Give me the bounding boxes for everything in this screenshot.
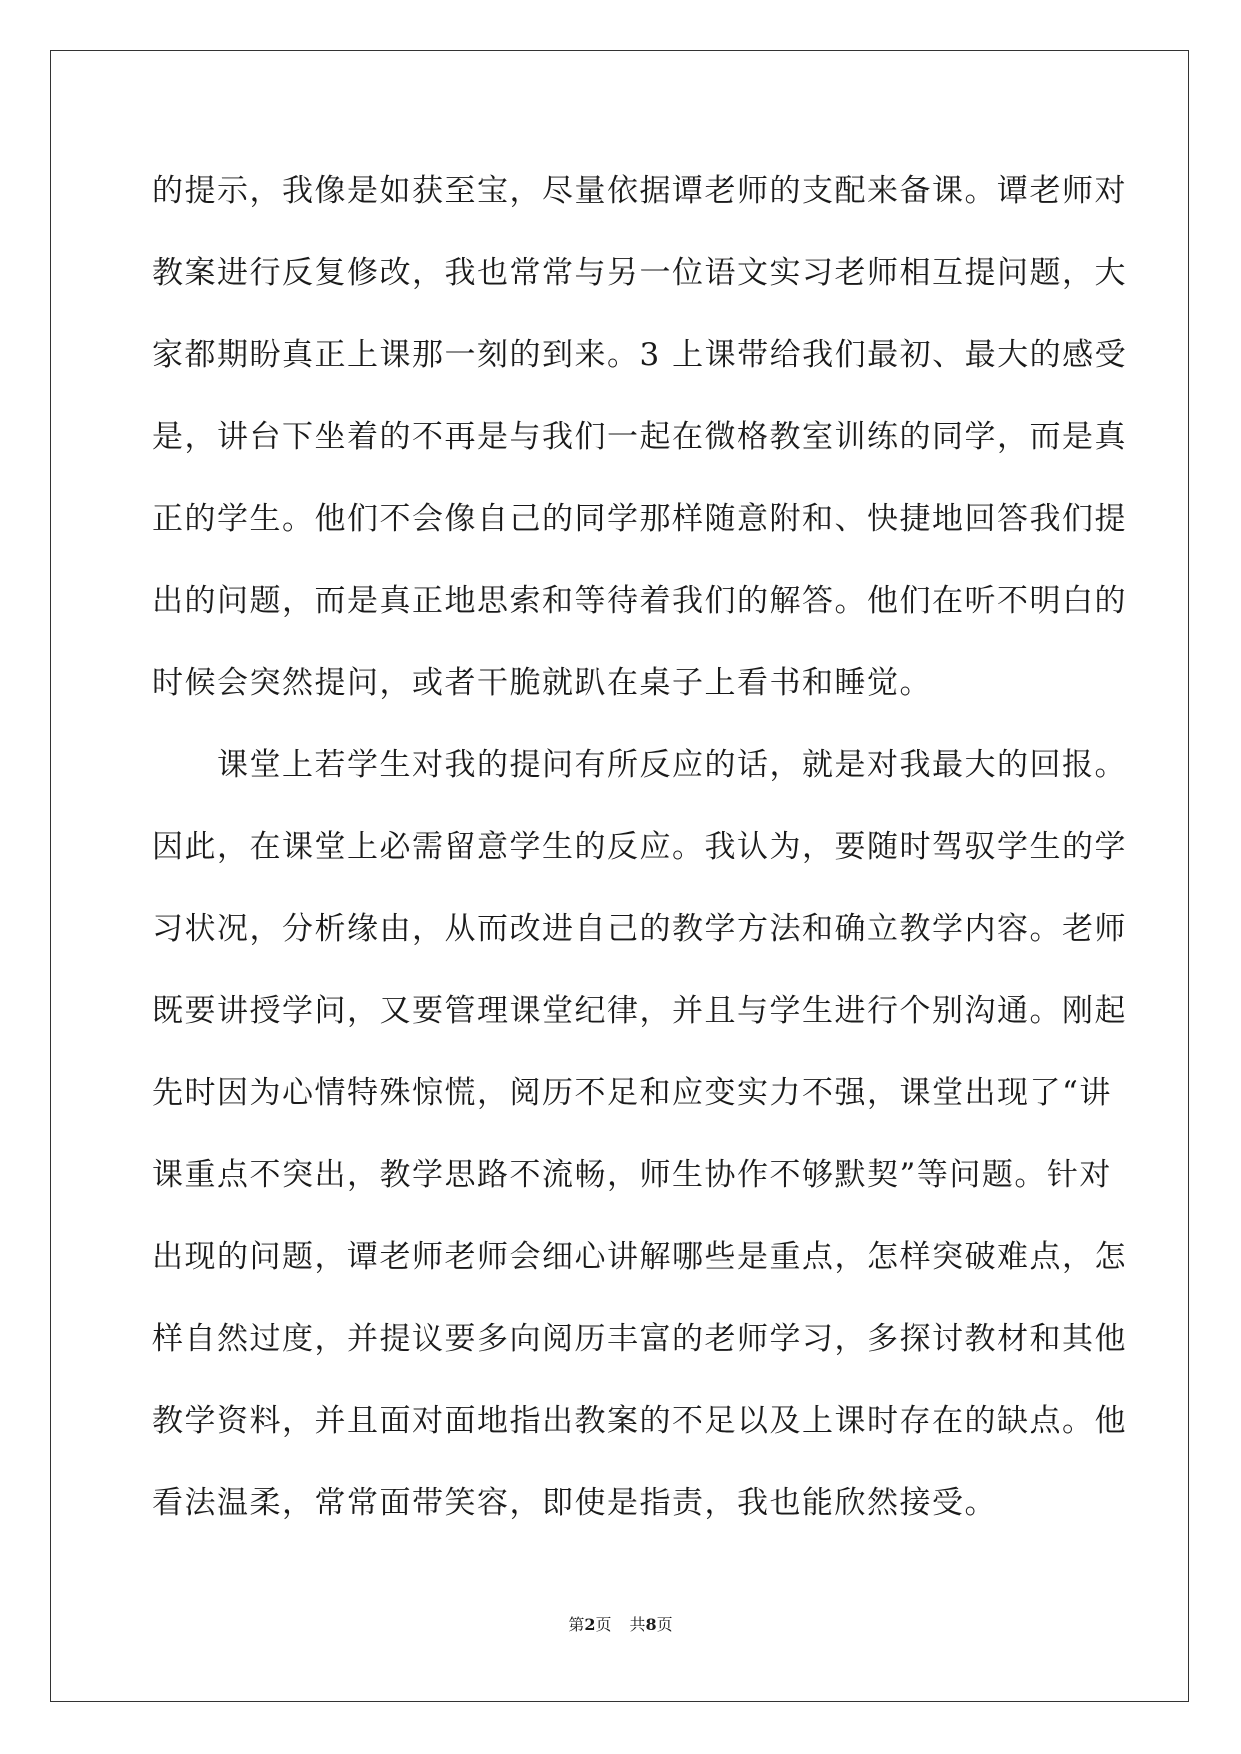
total-prefix: 共 bbox=[629, 1615, 646, 1634]
text-line: 出现的问题，谭老师老师会细心讲解哪些是重点，怎样突破难点，怎 bbox=[152, 1239, 1127, 1275]
current-page-number: 2 bbox=[584, 1615, 596, 1634]
text-line: 既要讲授学问，又要管理课堂纪律，并且与学生进行个别沟通。刚起 bbox=[152, 993, 1127, 1029]
text-line: 是，讲台下坐着的不再是与我们一起在微格教室训练的同学，而是真 bbox=[152, 419, 1127, 455]
text-line: 正的学生。他们不会像自己的同学那样随意附和、快捷地回答我们提 bbox=[152, 501, 1127, 537]
body-text bbox=[152, 162, 1128, 1556]
total-suffix: 页 bbox=[656, 1615, 673, 1634]
text-line: 先时因为心情特殊惊慌，阅历不足和应变实力不强，课堂出现了“讲 bbox=[152, 1075, 1112, 1111]
text-line: 教学资料，并且面对面地指出教案的不足以及上课时存在的缺点。他 bbox=[152, 1403, 1127, 1439]
page-suffix: 页 bbox=[595, 1615, 612, 1634]
text-line: 出的问题，而是真正地思索和等待着我们的解答。他们在听不明白的 bbox=[152, 583, 1127, 619]
text-line: 家都期盼真正上课那一刻的到来。3 上课带给我们最初、最大的感受 bbox=[152, 337, 1128, 373]
text-line: 样自然过度，并提议要多向阅历丰富的老师学习，多探讨教材和其他 bbox=[152, 1321, 1127, 1357]
text-line: 的提示，我像是如获至宝，尽量依据谭老师的支配来备课。谭老师对 bbox=[152, 173, 1127, 209]
text-line: 因此，在课堂上必需留意学生的反应。我认为，要随时驾驭学生的学 bbox=[152, 829, 1127, 865]
text-line: 课重点不突出，教学思路不流畅，师生协作不够默契”等问题。针对 bbox=[152, 1157, 1112, 1193]
text-line: 习状况，分析缘由，从而改进自己的教学方法和确立教学内容。老师 bbox=[152, 911, 1127, 947]
page-prefix: 第 bbox=[568, 1615, 585, 1634]
text-line: 看法温柔，常常面带笑容，即使是指责，我也能欣然接受。 bbox=[152, 1485, 997, 1521]
total-page-count: 8 bbox=[645, 1615, 657, 1634]
page-number-footer bbox=[0, 1612, 1241, 1635]
text-line: 教案进行反复修改，我也常常与另一位语文实习老师相互提问题，大 bbox=[152, 255, 1127, 291]
text-line: 课堂上若学生对我的提问有所反应的话，就是对我最大的回报。 bbox=[152, 747, 1127, 783]
text-line: 时候会突然提问，或者干脆就趴在桌子上看书和睡觉。 bbox=[152, 665, 932, 701]
